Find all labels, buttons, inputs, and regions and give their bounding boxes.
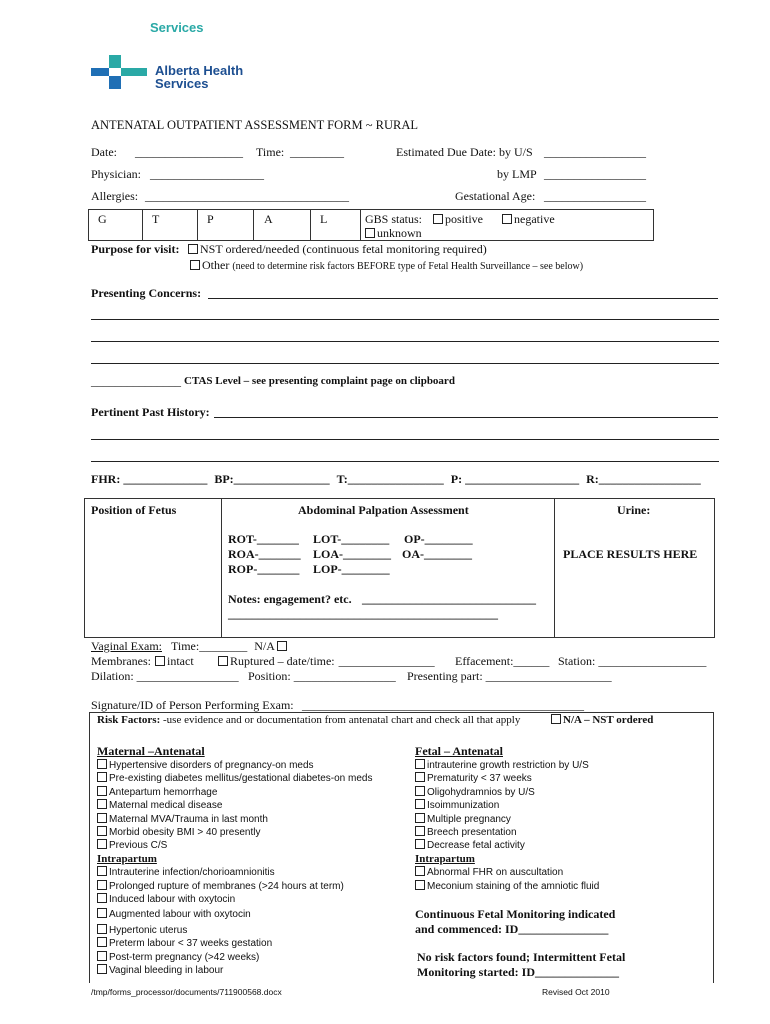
checkbox-icon[interactable] <box>97 924 107 934</box>
risk-item[interactable]: Prolonged rupture of membranes (>24 hours at term) <box>97 880 372 893</box>
checkbox-icon[interactable] <box>218 656 228 666</box>
lmp-field[interactable]: _________________ <box>544 167 646 181</box>
time-label: Time: <box>256 145 285 159</box>
op-field[interactable]: OP-________ <box>404 532 473 546</box>
checkbox-icon[interactable] <box>97 893 107 903</box>
purpose-label: Purpose for visit: <box>91 242 180 256</box>
ga-label: Gestational Age: <box>455 189 536 203</box>
date-field[interactable]: __________________ <box>135 145 243 159</box>
risk-item[interactable]: Antepartum hemorrhage <box>97 786 372 799</box>
checkbox-icon[interactable] <box>415 786 425 796</box>
membranes-intact[interactable]: intact <box>155 654 194 669</box>
risk-item[interactable]: Pre-existing diabetes mellitus/gestational diabetes-on meds <box>97 772 372 785</box>
checkbox-icon[interactable] <box>97 908 107 918</box>
risk-item[interactable]: Abnormal FHR on auscultation <box>415 866 599 879</box>
intermittent-line1: No risk factors found; Intermittent Fetal <box>417 950 626 964</box>
risk-item[interactable]: Meconium staining of the amniotic fluid <box>415 880 599 893</box>
continuous-line2[interactable]: and commenced: ID_______________ <box>415 922 609 936</box>
presenting-line[interactable] <box>91 363 719 364</box>
intermittent-line2[interactable]: Monitoring started: ID______________ <box>417 965 619 979</box>
gbs-label: GBS status: <box>365 212 423 226</box>
physician-label: Physician: <box>91 167 141 181</box>
checkbox-icon[interactable] <box>415 826 425 836</box>
ctas-text: CTAS Level – see presenting complaint page on clipboard <box>184 375 455 387</box>
checkbox-icon[interactable] <box>97 772 107 782</box>
gtpal-l[interactable]: L <box>320 212 328 226</box>
risk-item[interactable]: Intrauterine infection/chorioamnionitis <box>97 866 372 879</box>
risk-header: Risk Factors: -use evidence and or documentation from antenatal chart and check all that apply <box>97 714 521 726</box>
footer-path: /tmp/forms_processor/documents/711900568.docx <box>91 987 282 997</box>
checkbox-icon[interactable] <box>415 866 425 876</box>
rot-field[interactable]: ROT-_______ <box>228 532 299 546</box>
dilation-field[interactable]: Dilation: _________________ <box>91 669 239 683</box>
continuous-line1: Continuous Fetal Monitoring indicated <box>415 907 616 921</box>
urine-results: PLACE RESULTS HERE <box>563 547 698 561</box>
risk-item[interactable]: intrauterine growth restriction by U/S <box>415 759 599 772</box>
checkbox-icon[interactable] <box>97 813 107 823</box>
checkbox-icon[interactable] <box>415 759 425 769</box>
oa-field[interactable]: OA-________ <box>402 547 472 561</box>
checkbox-icon[interactable] <box>97 937 107 947</box>
fetal-list <box>415 759 599 893</box>
risk-item[interactable]: Vaginal bleeding in labour <box>97 964 372 977</box>
past-history-label: Pertinent Past History: <box>91 405 210 419</box>
gtpal-g[interactable]: G <box>98 212 107 226</box>
checkbox-icon[interactable] <box>97 866 107 876</box>
gbs-negative[interactable]: negative <box>502 212 555 227</box>
roa-field[interactable]: ROA-_______ <box>228 547 301 561</box>
purpose-nst[interactable]: NST ordered/needed (continuous fetal monitoring required) <box>188 242 487 257</box>
risk-item[interactable]: Decrease fetal activity <box>415 839 599 852</box>
logo-line2: Services <box>155 76 209 91</box>
gtpal-p[interactable]: P <box>207 212 214 226</box>
ctas-field[interactable]: _______________ <box>91 374 181 388</box>
past-history-line[interactable] <box>91 461 719 462</box>
checkbox-icon[interactable] <box>502 214 512 224</box>
risk-item[interactable]: Morbid obesity BMI > 40 presently <box>97 826 372 839</box>
presenting-part-field[interactable]: Presenting part: _____________________ <box>407 669 612 683</box>
presenting-line[interactable] <box>91 341 719 342</box>
presenting-label: Presenting Concerns: <box>91 286 202 300</box>
maternal-list <box>97 759 372 978</box>
top-cut-text: Services <box>150 20 204 35</box>
signature-label: Signature/ID of Person Performing Exam: <box>91 698 294 712</box>
risk-item[interactable]: Maternal medical disease <box>97 799 372 812</box>
presenting-line[interactable] <box>91 319 719 320</box>
notes-field[interactable]: _____________________________ <box>362 592 536 606</box>
effacement-field[interactable]: Effacement:______ <box>455 654 550 668</box>
checkbox-icon[interactable] <box>97 964 107 974</box>
checkbox-icon[interactable] <box>415 813 425 823</box>
checkbox-icon[interactable] <box>97 759 107 769</box>
checkbox-icon[interactable] <box>190 260 200 270</box>
lot-field[interactable]: LOT-________ <box>313 532 390 546</box>
risk-na[interactable]: N/A – NST ordered <box>551 714 653 726</box>
vaginal-label: Vaginal Exam: <box>91 639 162 653</box>
vitals-row[interactable]: FHR: ______________ BP:________________ T:________________ P: ___________________ R:_________________ <box>91 472 701 486</box>
checkbox-icon[interactable] <box>97 799 107 809</box>
checkbox-icon[interactable] <box>415 880 425 890</box>
ga-field[interactable]: _________________ <box>544 189 646 203</box>
checkbox-icon[interactable] <box>415 799 425 809</box>
ahs-logo-icon <box>91 55 147 89</box>
checkbox-icon[interactable] <box>97 880 107 890</box>
lop-field[interactable]: LOP-________ <box>313 562 390 576</box>
risk-item[interactable]: Breech presentation <box>415 826 599 839</box>
checkbox-icon[interactable] <box>97 786 107 796</box>
checkbox-icon[interactable] <box>551 714 561 724</box>
checkbox-icon[interactable] <box>97 839 107 849</box>
time-field[interactable]: _________ <box>290 145 344 159</box>
position-label: Position of Fetus <box>91 503 177 517</box>
rop-field[interactable]: ROP-_______ <box>228 562 300 576</box>
maternal-intrapartum-title: Intrapartum <box>97 852 157 865</box>
checkbox-icon[interactable] <box>277 641 287 651</box>
checkbox-icon[interactable] <box>155 656 165 666</box>
edd-label: Estimated Due Date: by U/S <box>396 145 533 159</box>
risk-item[interactable]: Augmented labour with oxytocin <box>97 908 372 921</box>
risk-item[interactable]: Post-term pregnancy (>42 weeks) <box>97 951 372 964</box>
checkbox-icon[interactable] <box>97 951 107 961</box>
purpose-other[interactable]: Other (need to determine risk factors BEFORE type of Fetal Health Surveillance – see below) <box>190 258 583 273</box>
abdominal-label: Abdominal Palpation Assessment <box>298 503 469 517</box>
fetal-title: Fetal – Antenatal <box>415 744 503 758</box>
checkbox-icon[interactable] <box>365 228 375 238</box>
station-field[interactable]: Station: __________________ <box>558 654 707 668</box>
risk-item[interactable]: Previous C/S <box>97 839 372 852</box>
past-history-line[interactable] <box>91 439 719 440</box>
gbs-positive[interactable]: positive <box>433 212 483 227</box>
risk-item[interactable]: Isoimmunization <box>415 799 599 812</box>
fetal-intrapartum-title: Intrapartum <box>415 852 475 865</box>
loa-field[interactable]: LOA-________ <box>313 547 391 561</box>
signature-field[interactable]: _______________________________________________ <box>302 698 584 712</box>
risk-item[interactable]: Maternal MVA/Trauma in last month <box>97 813 372 826</box>
physician-field[interactable]: ___________________ <box>150 167 264 181</box>
checkbox-icon[interactable] <box>188 244 198 254</box>
gtpal-a[interactable]: A <box>264 212 273 226</box>
risk-item[interactable]: Oligohydramnios by U/S <box>415 786 599 799</box>
membranes-ruptured[interactable]: Ruptured – date/time: ________________ <box>218 654 435 669</box>
checkbox-icon[interactable] <box>97 826 107 836</box>
allergies-field[interactable]: __________________________________ <box>145 189 349 203</box>
notes-label: Notes: engagement? etc. <box>228 592 352 606</box>
risk-item[interactable]: Induced labour with oxytocin <box>97 893 372 906</box>
risk-item[interactable]: Hypertensive disorders of pregnancy-on meds <box>97 759 372 772</box>
vaginal-row[interactable]: Vaginal Exam: Time:________ N/A <box>91 639 289 654</box>
urine-label: Urine: <box>617 503 651 517</box>
position-field[interactable]: Position: _________________ <box>248 669 396 683</box>
logo-line1: Alberta Health <box>155 63 244 78</box>
risk-item[interactable]: Multiple pregnancy <box>415 813 599 826</box>
checkbox-icon[interactable] <box>415 839 425 849</box>
edd-field[interactable]: _________________ <box>544 145 646 159</box>
form-title: ANTENATAL OUTPATIENT ASSESSMENT FORM ~ RURAL <box>91 118 418 132</box>
date-label: Date: <box>91 145 117 159</box>
allergies-label: Allergies: <box>91 189 139 203</box>
footer-revised: Revised Oct 2010 <box>542 987 610 997</box>
risk-item[interactable]: Hypertonic uterus <box>97 924 372 937</box>
gbs-unknown[interactable]: unknown <box>365 226 422 241</box>
risk-item[interactable]: Preterm labour < 37 weeks gestation <box>97 937 372 950</box>
checkbox-icon[interactable] <box>415 772 425 782</box>
ahs-logo <box>91 55 147 89</box>
maternal-title: Maternal –Antenatal <box>97 744 205 758</box>
lmp-label: by LMP <box>497 167 537 181</box>
membranes-label: Membranes: <box>91 654 151 668</box>
gtpal-t[interactable]: T <box>152 212 160 226</box>
notes-field-2[interactable]: _____________________________________________ <box>228 607 498 621</box>
risk-item[interactable]: Prematurity < 37 weeks <box>415 772 599 785</box>
checkbox-icon[interactable] <box>433 214 443 224</box>
